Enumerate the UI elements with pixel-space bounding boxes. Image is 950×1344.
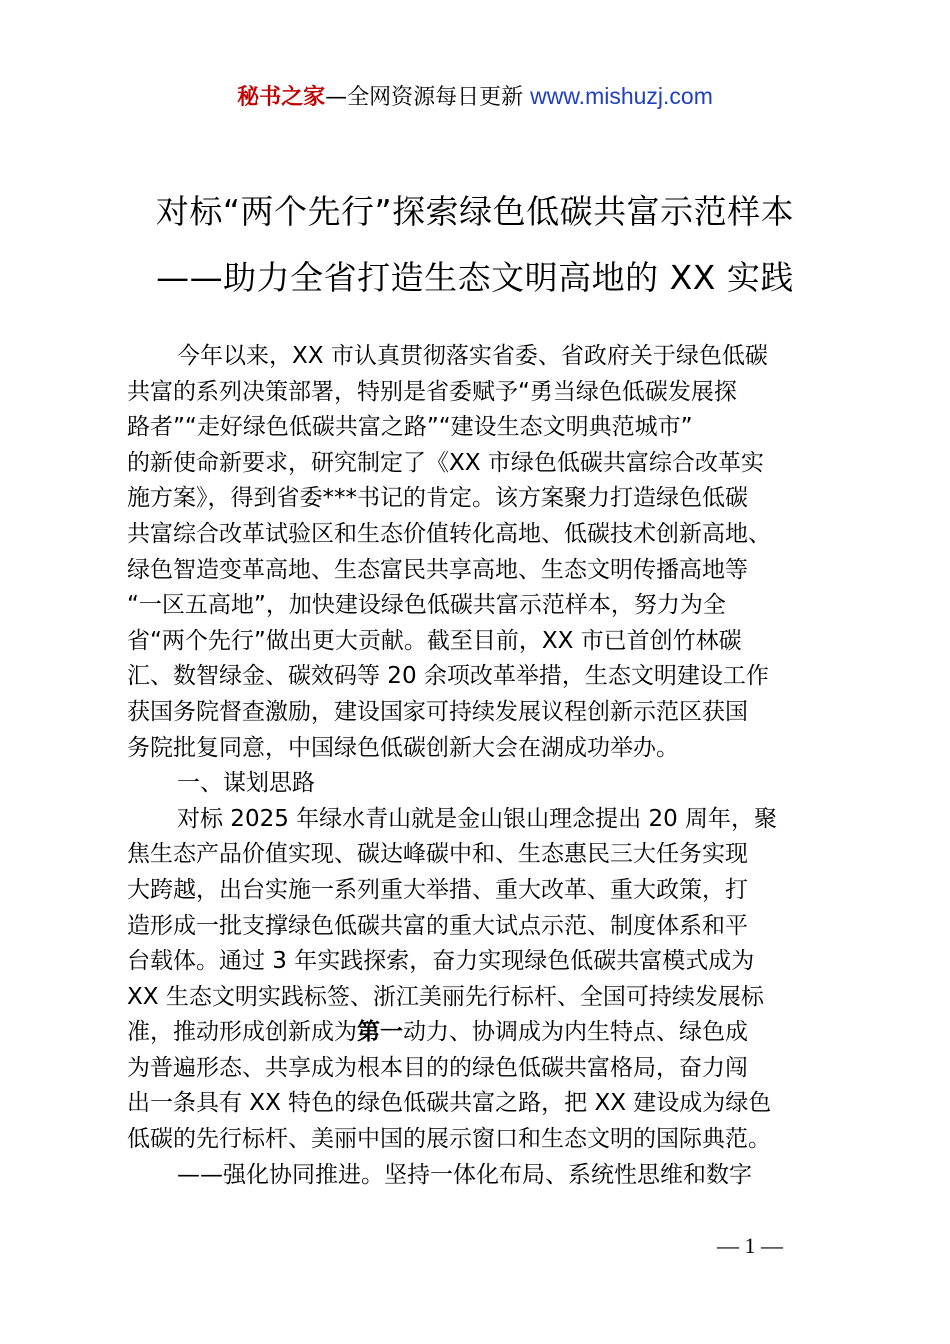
paragraph-line: 务院批复同意，中国绿色低碳创新大会在湖成功举办。	[127, 734, 679, 761]
line-text: 准，推动形成创新成为	[127, 1019, 357, 1046]
paragraph-line: 对标 2025 年绿水青山就是金山银山理念提出 20 周年，聚	[177, 805, 778, 832]
paragraph-line: “一区五高地”，加快建设绿色低碳共富示范样本，努力为全	[127, 592, 726, 619]
document-title: 对标“两个先行”探索绿色低碳共富示范样本	[155, 192, 795, 231]
paragraph-line: ——强化协同推进。坚持一体化布局、系统性思维和数字	[177, 1161, 752, 1188]
emphasis-text: 第一	[357, 1019, 403, 1046]
brand-name: 秘书之家	[237, 85, 326, 110]
paragraph-line: 获国务院督查激励，建设国家可持续发展议程创新示范区获国	[127, 698, 748, 725]
site-header	[0, 80, 950, 114]
site-url-link[interactable]: www.mishuzj.com	[530, 83, 713, 109]
paragraph-line: 绿色智造变革高地、生态富民共享高地、生态文明传播高地等	[127, 556, 748, 583]
page-number: — 1 —	[717, 1233, 783, 1258]
paragraph-line: 今年以来，XX 市认真贯彻落实省委、省政府关于绿色低碳	[177, 343, 768, 369]
paragraph-line: 汇、数智绿金、碳效码等 20 余项改革举措，生态文明建设工作	[127, 663, 769, 690]
paragraph-line: 施方案》，得到省委***书记的肯定。该方案聚力打造绿色低碳	[127, 485, 748, 512]
paragraph-line: 大跨越，出台实施一系列重大举措、重大改革、重大政策，打	[127, 876, 748, 903]
document-body	[127, 339, 840, 1193]
paragraph-line: 为普遍形态、共享成为根本目的的绿色低碳共富格局，奋力闯	[127, 1054, 748, 1081]
paragraph-line: XX 生态文明实践标签、浙江美丽先行标杆、全国可持续发展标	[127, 983, 764, 1010]
paragraph-line: 共富的系列决策部署，特别是省委赋予“勇当绿色低碳发展探	[127, 378, 737, 405]
paragraph-line: 低碳的先行标杆、美丽中国的展示窗口和生态文明的国际典范。	[127, 1126, 771, 1153]
paragraph-line: 共富综合改革试验区和生态价值转化高地、低碳技术创新高地、	[127, 520, 771, 547]
paragraph-line: 造形成一批支撑绿色低碳共富的重大试点示范、制度体系和平	[127, 912, 748, 939]
paragraph-line: 台载体。通过 3 年实践探索，奋力实现绿色低碳共富模式成为	[127, 948, 755, 975]
paragraph-line: 焦生态产品价值实现、碳达峰碳中和、生态惠民三大任务实现	[127, 841, 748, 868]
paragraph-line	[127, 1015, 840, 1051]
paragraph-line: 的新使命新要求，研究制定了《XX 市绿色低碳共富综合改革实	[127, 449, 764, 476]
section-heading: 一、谋划思路	[177, 770, 315, 797]
paragraph-line: 出一条具有 XX 特色的绿色低碳共富之路，把 XX 建设成为绿色	[127, 1090, 772, 1117]
paragraph-line: 路者”“走好绿色低碳共富之路”“建设生态文明典范城市”	[127, 414, 693, 441]
document-subtitle: ——助力全省打造生态文明高地的 XX 实践	[156, 258, 794, 297]
line-text: 动力、协调成为内生特点、绿色成	[403, 1019, 748, 1046]
header-tagline: —全网资源每日更新	[325, 85, 531, 110]
paragraph-line: 省“两个先行”做出更大贡献。截至目前，XX 市已首创竹林碳	[127, 627, 742, 654]
